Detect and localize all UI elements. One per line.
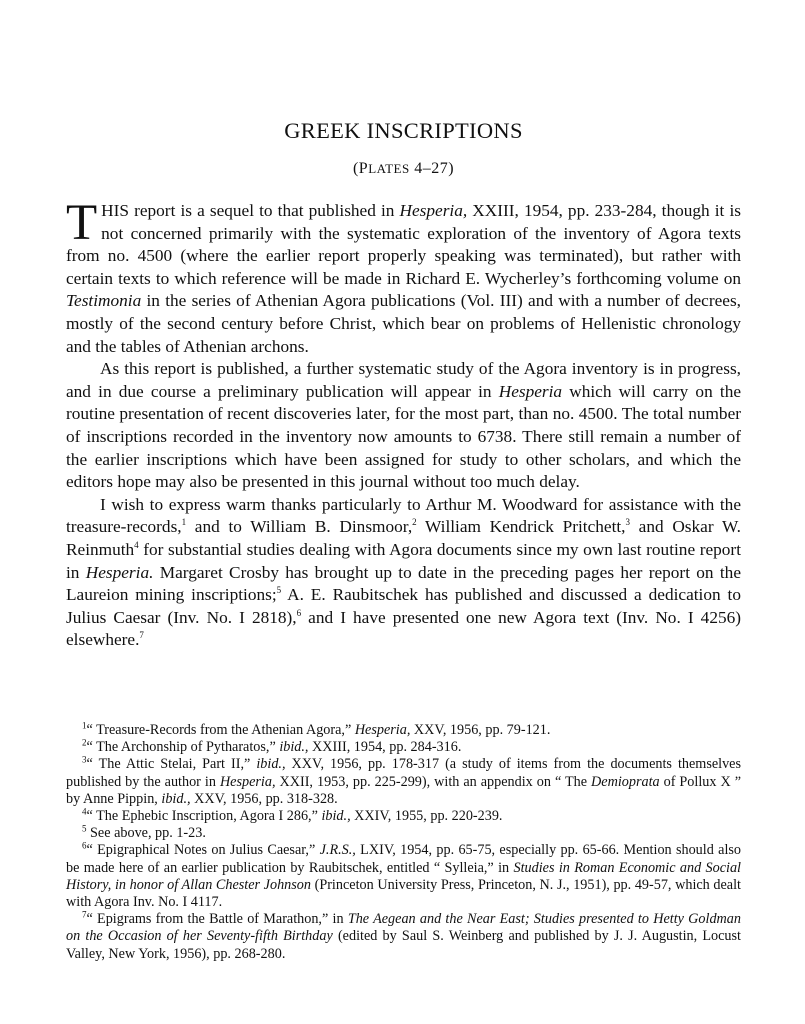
footnote-3 [66,756,741,808]
footnote-1-text-2: XXV, 1956, pp. 79-121. [410,722,551,738]
footnote-5-text-1: See above, pp. 1-23. [86,825,206,842]
footnote-4-text-1: “ The Ephebic Inscription, Agora I 286,” [86,808,322,825]
paragraph-2 [66,358,741,494]
footnote-2 [66,739,741,756]
p2-italic-1: Hesperia [498,381,563,401]
footnote-3-text-5: XXV, 1956, pp. 318-328. [190,790,338,807]
article-body [66,195,742,652]
footnote-5-number: 5 [82,823,87,834]
footnotes [66,722,741,963]
p3-text-3: William Kendrick Pritchett, [416,517,626,537]
footnote-7-text-1: “ Epigrams from the Battle of Marathon,” in [86,911,348,928]
footnote-3-text-4: of Pollux X ” by Anne Pippin, [66,773,741,807]
footnote-3-italic-3: Demioprata [591,773,660,790]
footnote-4-italic-1: ibid., [321,808,351,825]
plates-smallcaps: LATES [368,161,410,176]
p1-text-3: in the series of Athenian Agora publications (Vol. III) and with a number of decrees, mostly of the second century before Christ, which bear on problems of Hellenistic chronology and the tables of Athenian archons. [66,291,741,356]
footnote-7-italic-1: The Aegean and the Near East; Studies presented to Hetty Goldman on the Occasion of her Seventy-fifth Birthday [66,911,741,945]
p1-italic-1: Hesperia, [399,201,468,220]
plates-reference [66,160,741,178]
footnote-6-italic-1: J.R.S., [319,842,356,859]
footnote-ref-4[interactable]: 4 [134,540,139,551]
p2-text-1: As this report is published, a further systematic study of the Agora inventory is in progress, and in due course a preliminary publication will appear in [66,359,741,401]
footnote-1 [66,722,741,739]
footnote-6-text-3: (Princeton University Press, Princeton, N. J., 1951), pp. 49-57, which dealt with Agora Inv. No. I 4117. [66,876,741,911]
footnote-7 [66,911,741,963]
paragraph-1 [66,195,741,358]
footnote-6 [66,842,741,911]
footnote-6-italic-2: Studies in Roman Economic and Social History, in honor of Allan Chester Johnson [66,859,741,893]
footnote-3-text-1: “ The Attic Stelai, Part II,” [86,756,257,773]
footnote-1-number: 1 [82,720,87,731]
footnote-3-italic-4: ibid., [161,790,191,807]
footnote-2-text-1: “ The Archonship of Pytharatos,” [86,739,280,756]
footnote-3-text-2: XXV, 1956, pp. 178-317 (a study of items from the documents themselves published by the author in [66,756,742,790]
plates-open: (P [352,160,369,177]
p1-text-1: HIS report is a sequel to that published in [101,201,400,220]
article-title: GREEK INSCRIPTIONS [284,118,523,143]
plates-range: 4–27) [409,160,455,177]
footnote-6-text-1: “ Epigraphical Notes on Julius Caesar,” [86,842,320,859]
footnote-3-text-3: XXII, 1953, pp. 225-299), with an appendix on “ The [275,773,592,790]
footnote-ref-7[interactable]: 7 [139,630,144,641]
footnote-ref-3[interactable]: 3 [625,517,630,528]
footnote-3-italic-1: ibid., [256,756,286,773]
footnote-ref-2[interactable]: 2 [412,517,417,528]
footnote-3-number: 3 [82,754,87,765]
p3-text-4: and Oskar W. Reinmuth [66,517,741,559]
p3-text-2: and to William B. Dinsmoor, [186,517,413,537]
footnote-4-number: 4 [82,806,87,817]
footnote-4 [66,808,741,825]
p3-text-5: for substantial studies dealing with Agora documents since my own last routine report in [66,539,741,582]
footnote-2-italic-1: ibid., [279,739,309,756]
footnote-5 [66,825,741,842]
footnote-3-italic-2: Hesperia, [219,773,276,790]
paragraph-3 [66,494,741,652]
p1-text-2: XXIII, 1954, pp. 233-284, though it is not concerned primarily with the systematic exploration of the inventory of Agora texts from no. 4500 (where the earlier report properly speaking was terminated), but rather with certain texts to which reference will be made in Richard E. Wycherley’s forthcoming volume on [66,201,741,288]
footnote-ref-1[interactable]: 1 [181,517,187,528]
footnote-1-text-1: “ Treasure-Records from the Athenian Agora,” [86,722,355,738]
p2-text-2: which will carry on the routine presentation of recent discoveries later, for the most part, than no. 4500. The total number of inscriptions recorded in the inventory now amounts to 6738. There still remain a number of the earlier inscriptions which have been assigned for study to other scholars, and which the editors hope may also be presented in this journal without too much delay. [66,381,742,492]
footnote-ref-5[interactable]: 5 [276,585,282,596]
p3-text-8: and I have presented one new Agora text (Inv. No. I 4256) elsewhere. [66,607,742,650]
footnote-ref-6[interactable]: 6 [296,607,302,618]
p1-italic-2: Testimonia [66,291,142,311]
footnote-7-text-2: (edited by Saul S. Weinberg and published by J. J. Augustin, Locust Valley, New York, 1956), pp. 268-280. [66,928,741,962]
footnote-6-text-2: LXIV, 1954, pp. 65-75, especially pp. 65-66. Mention should also be made here of an earlier publication by Raubitschek, entitled “ Sylleia,” in [66,842,741,876]
footnote-2-number: 2 [82,737,87,748]
footnote-2-text-2: XXIII, 1954, pp. 284-316. [308,739,462,756]
p3-text-1: I wish to express warm thanks particularly to Arthur M. Woodward for assistance with the treasure-records, [66,494,741,537]
p3-italic-1: Hesperia. [85,562,154,582]
drop-cap: T [66,195,98,251]
footnote-6-number: 6 [82,840,87,851]
footnote-4-text-2: XXIV, 1955, pp. 220-239. [350,808,503,825]
footnote-7-number: 7 [82,909,87,920]
footnote-1-italic-1: Hesperia, [354,722,411,738]
p3-text-7: A. E. Raubitschek has published and discussed a dedication to Julius Caesar (Inv. No. I 2818), [66,585,741,627]
p3-text-6: Margaret Crosby has brought up to date in the preceding pages her report on the Laureion mining inscriptions; [66,562,741,605]
